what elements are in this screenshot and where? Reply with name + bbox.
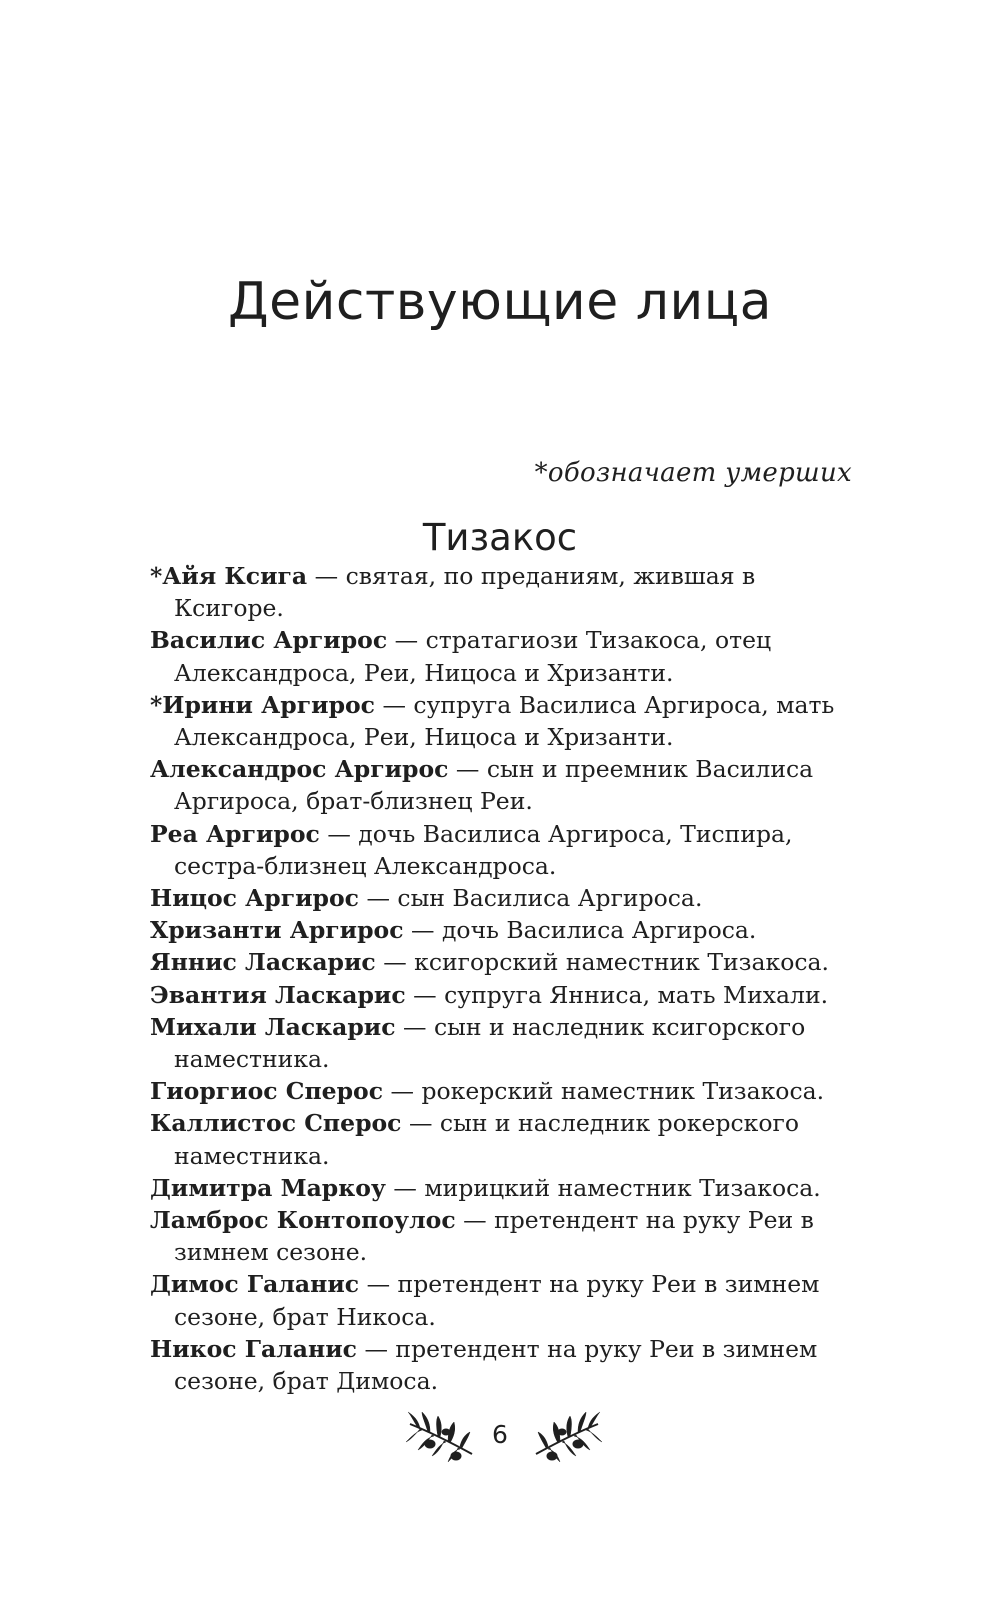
character-name: Василис Аргирос (150, 626, 388, 655)
character-entry (150, 979, 870, 1011)
character-name: Гиоргиос Сперос (150, 1077, 384, 1106)
character-entry (150, 1011, 870, 1075)
character-entry (150, 560, 870, 624)
character-entry (150, 1172, 870, 1204)
character-name: Реа Аргирос (150, 819, 320, 848)
character-name: *Ирини Аргирос (150, 690, 375, 719)
character-entry (150, 1268, 870, 1332)
character-name: Ламброс Контопоулос (150, 1206, 456, 1235)
character-description: — дочь Василиса Аргироса, Тиспира, сестра-близнец Александроса. (174, 819, 793, 880)
character-description: — супруга Янниса, мать Михали. (405, 980, 829, 1009)
character-entry (150, 946, 870, 978)
character-entry (150, 689, 870, 753)
character-description: — претендент на руку Реи в зимнем сезоне. (174, 1206, 814, 1267)
page-footer (0, 1410, 1000, 1470)
character-description: — мирицкий наместник Тизакоса. (385, 1173, 821, 1202)
olive-branch-icon (532, 1410, 602, 1464)
character-name: Никос Галанис (150, 1334, 357, 1363)
olive-branch-icon (406, 1410, 476, 1464)
character-entry (150, 1075, 870, 1107)
character-entry (150, 882, 870, 914)
character-list (150, 560, 870, 1397)
character-description: — святая, по преданиям, жившая в Ксигоре. (174, 562, 756, 623)
character-name: Александрос Аргирос (150, 755, 449, 784)
character-entry (150, 624, 870, 688)
page-number: 6 (492, 1420, 508, 1449)
character-description: — сын Василиса Аргироса. (358, 884, 703, 913)
character-description: — дочь Василиса Аргироса. (403, 916, 757, 945)
character-name: Хризанти Аргирос (150, 916, 404, 945)
character-name: Ницос Аргирос (150, 884, 359, 913)
deceased-note: *обозначает умерших (534, 458, 852, 488)
page-title: Действующие лица (227, 272, 773, 332)
character-entry (150, 1333, 870, 1397)
character-description: — сын и наследник ксигорского наместника. (174, 1012, 806, 1074)
character-name: *Айя Ксига (150, 562, 308, 590)
character-name: Яннис Ласкарис (150, 948, 376, 977)
character-name: Димитра Маркоу (150, 1173, 386, 1202)
character-description: — сын и преемник Василиса Аргироса, брат-близнец Реи. (174, 755, 814, 816)
character-entry (150, 753, 870, 817)
character-description: — претендент на руку Реи в зимнем сезоне, брат Димоса. (174, 1334, 818, 1396)
character-description: — претендент на руку Реи в зимнем сезоне, брат Никоса. (174, 1270, 820, 1331)
character-name: Димос Галанис (150, 1270, 360, 1299)
character-entry (150, 818, 870, 882)
character-entry (150, 1107, 870, 1171)
character-description: — ксигорский наместник Тизакоса. (375, 948, 829, 977)
character-description: — сын и наследник рокерского наместника. (174, 1109, 799, 1170)
character-name: Михали Ласкарис (150, 1012, 396, 1041)
character-description: — супруга Василиса Аргироса, мать Александроса, Реи, Ницоса и Хризанти. (174, 690, 835, 752)
character-name: Эвантия Ласкарис (150, 980, 406, 1009)
character-entry (150, 914, 870, 946)
character-description: — рокерский наместник Тизакоса. (383, 1077, 825, 1106)
character-description: — стратагиози Тизакоса, отец Александроса, Реи, Ницоса и Хризанти. (174, 626, 772, 687)
character-name: Каллистос Сперос (150, 1109, 402, 1138)
section-heading: Тизакос (422, 516, 578, 559)
character-entry (150, 1204, 870, 1268)
